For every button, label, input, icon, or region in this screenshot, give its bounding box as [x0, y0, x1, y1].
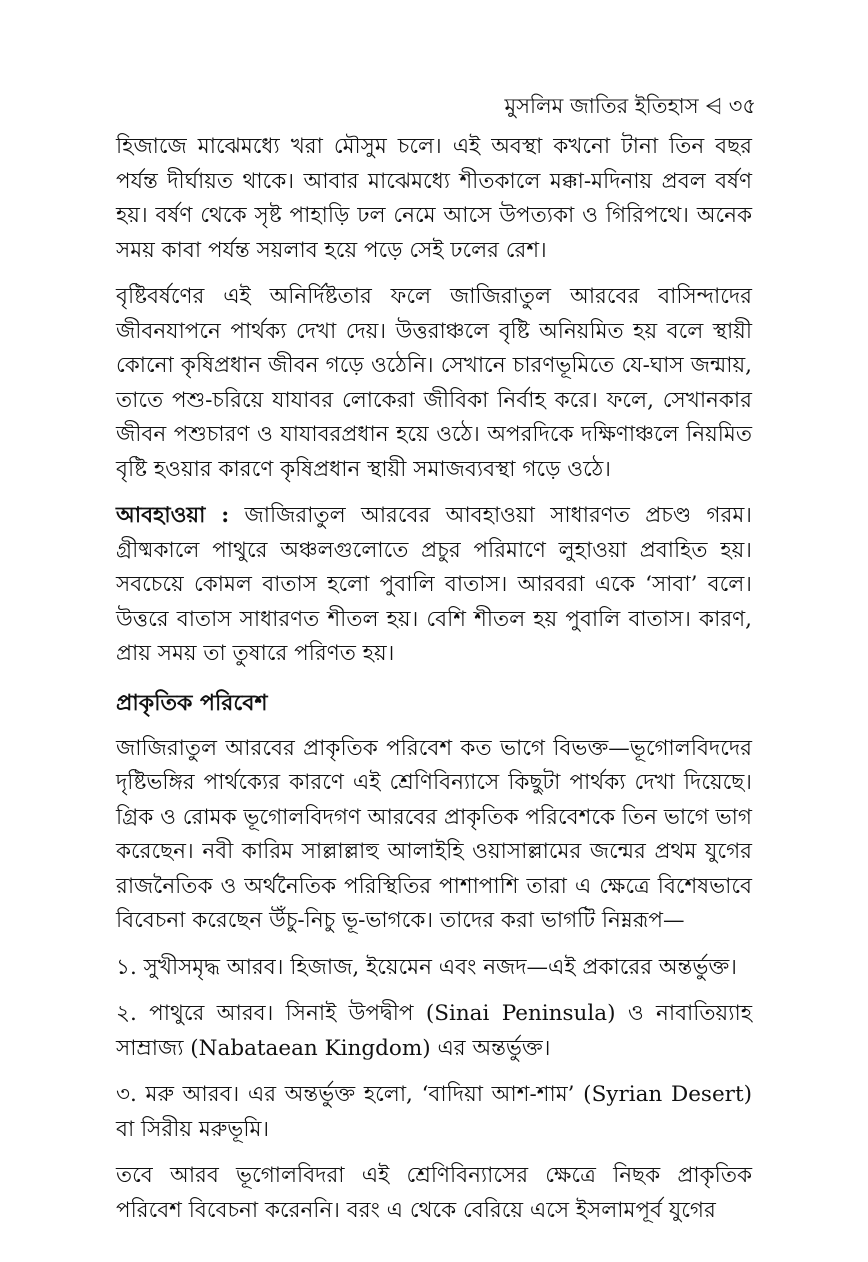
climate-lead: আবহাওয়া :	[116, 503, 230, 528]
page-body	[116, 130, 752, 1240]
list-item-2: ২. পাথুরে আরব। সিনাই উপদ্বীপ (Sinai Peninsula) ও নাবাতিয়্যাহ সাম্রাজ্য (Nabataean Kingdom) এর অন্তর্ভুক্ত।	[116, 1001, 752, 1061]
list-item-1: ১. সুখীসমৃদ্ধ আরব। হিজাজ, ইয়েমেন এবং নজদ—এই প্রকারের অন্তর্ভুক্ত।	[116, 954, 737, 980]
paragraph-rainfall-effects: বৃষ্টিবর্ষণের এই অনির্দিষ্টতার ফলে জাজিরাতুল আরবের বাসিন্দাদের জীবনযাপনে পার্থক্য দেখা দেয়। উত্তরাঞ্চলে বৃষ্টি অনিয়মিত হয় বলে স্থায়ী কোনো কৃষিপ্রধান জীবন গড়ে ওঠেনি। সেখানে চারণভূমিতে যে-ঘাস জন্মায়, তাতে পশু-চরিয়ে যাযাবর লোকেরা জীবিকা নির্বাহ করে। ফলে, সেখানকার জীবন পশুচারণ ও যাযাবরপ্রধান হয়ে ওঠে। অপরদিকে দক্ষিণাঞ্চলে নিয়মিত বৃষ্টি হওয়ার কারণে কৃষিপ্রধান স্থায়ী সমাজব্যবস্থা গড়ে ওঠে।	[116, 284, 752, 482]
list-item-3: ৩. মরু আরব। এর অন্তর্ভুক্ত হলো, ‘বাদিয়া আশ-শাম’ (Syrian Desert) বা সিরীয় মরুভূমি।	[116, 1082, 752, 1142]
paragraph-drought: হিজাজে মাঝেমধ্যে খরা মৌসুম চলে। এই অবস্থা কখনো টানা তিন বছর পর্যন্ত দীর্ঘায়ত থাকে। আবার মাঝেমধ্যে শীতকালে মক্কা-মদিনায় প্রবল বর্ষণ হয়। বর্ষণ থেকে সৃষ্ট পাহাড়ি ঢল নেমে আসে উপত্যকা ও গিরিপথে। অনেক সময় কাবা পর্যন্ত সয়লাব হয়ে পড়ে সেই ঢলের রেশ।	[116, 134, 752, 263]
climate-text: জাজিরাতুল আরবের আবহাওয়া সাধারণত প্রচণ্ড গরম। গ্রীষ্মকালে পাথুরে অঞ্চলগুলোতে প্রচুর পরিমাণে লুহাওয়া প্রবাহিত হয়। সবচেয়ে কোমল বাতাস হলো পুবালি বাতাস। আরবরা একে ‘সাবা’ বলে। উত্তরে বাতাস সাধারণত শীতল হয়। বেশি শীতল হয় পুবালি বাতাস। কারণ, প্রায় সময় তা তুষারে পরিণত হয়।	[116, 503, 752, 666]
paragraph-climate	[116, 499, 752, 672]
paragraph-closing: তবে আরব ভূগোলবিদরা এই শ্রেণিবিন্যাসের ক্ষেত্রে নিছক প্রাকৃতিক পরিবেশ বিবেচনা করেননি। বরং এ থেকে বেরিয়ে এসে ইসলামপূর্ব যুগের	[116, 1163, 752, 1223]
section-heading: প্রাকৃতিক পরিবেশ	[116, 689, 268, 716]
running-header: মুসলিম জাতির ইতিহাস ⩤ ৩৫	[504, 94, 756, 118]
paragraph-natural-environment: জাজিরাতুল আরবের প্রাকৃতিক পরিবেশ কত ভাগে বিভক্ত—ভূগোলবিদদের দৃষ্টিভঙ্গির পার্থক্যের কারণে এই শ্রেণিবিন্যাসে কিছুটা পার্থক্য দেখা দিয়েছে। গ্রিক ও রোমক ভূগোলবিদগণ আরবের প্রাকৃতিক পরিবেশকে তিন ভাগে ভাগ করেছেন। নবী কারিম সাল্লাল্লাহু আলাইহি ওয়াসাল্লামের জন্মের প্রথম যুগের রাজনৈতিক ও অর্থনৈতিক পরিস্থিতির পাশাপাশি তারা এ ক্ষেত্রে বিশেষভাবে বিবেচনা করেছেন উঁচু-নিচু ভূ-ভাগকে। তাদের করা ভাগটি নিম্নরূপ—	[116, 735, 752, 933]
